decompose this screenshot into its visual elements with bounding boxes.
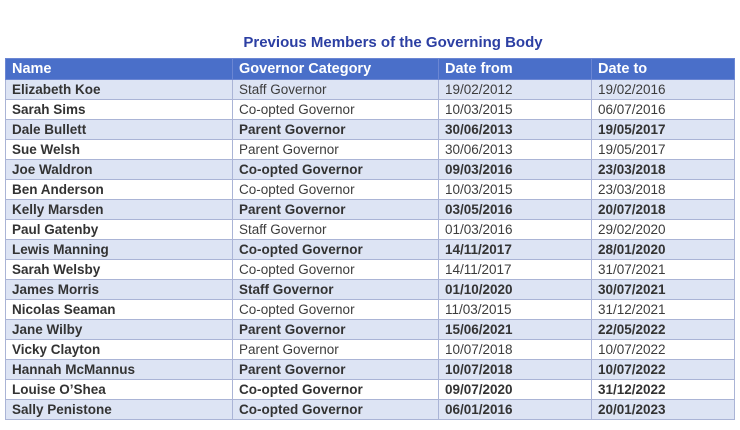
table-row xyxy=(6,280,735,300)
cell-date-from: 10/07/2018 xyxy=(439,340,592,360)
page-title: Previous Members of the Governing Body xyxy=(243,34,543,51)
cell-date-from: 10/03/2015 xyxy=(439,100,592,120)
table-row xyxy=(6,260,735,280)
cell-date-to: 31/12/2021 xyxy=(592,300,735,320)
cell-governor-category: Staff Governor xyxy=(233,80,439,100)
cell-governor-category: Co-opted Governor xyxy=(233,100,439,120)
cell-name: Louise O’Shea xyxy=(6,380,233,400)
cell-name: Jane Wilby xyxy=(6,320,233,340)
column-header-date-from: Date from xyxy=(439,59,592,80)
table-row xyxy=(6,400,735,420)
table-header xyxy=(6,59,735,80)
cell-governor-category: Co-opted Governor xyxy=(233,180,439,200)
cell-name: Sarah Sims xyxy=(6,100,233,120)
cell-name: Ben Anderson xyxy=(6,180,233,200)
cell-governor-category: Co-opted Governor xyxy=(233,240,439,260)
cell-date-to: 22/05/2022 xyxy=(592,320,735,340)
cell-governor-category: Staff Governor xyxy=(233,280,439,300)
cell-governor-category: Parent Governor xyxy=(233,320,439,340)
cell-date-from: 09/07/2020 xyxy=(439,380,592,400)
cell-governor-category: Co-opted Governor xyxy=(233,260,439,280)
cell-governor-category: Staff Governor xyxy=(233,220,439,240)
cell-name: Paul Gatenby xyxy=(6,220,233,240)
table-row xyxy=(6,100,735,120)
cell-date-to: 23/03/2018 xyxy=(592,180,735,200)
cell-name: Vicky Clayton xyxy=(6,340,233,360)
column-header-name: Name xyxy=(6,59,233,80)
table-row xyxy=(6,80,735,100)
column-header-date-to: Date to xyxy=(592,59,735,80)
cell-date-from: 19/02/2012 xyxy=(439,80,592,100)
cell-date-from: 01/03/2016 xyxy=(439,220,592,240)
table-row xyxy=(6,180,735,200)
cell-date-from: 30/06/2013 xyxy=(439,140,592,160)
cell-governor-category: Parent Governor xyxy=(233,120,439,140)
previous-members-table xyxy=(5,58,735,420)
cell-date-from: 01/10/2020 xyxy=(439,280,592,300)
table-row xyxy=(6,360,735,380)
cell-name: Sally Penistone xyxy=(6,400,233,420)
cell-date-from: 06/01/2016 xyxy=(439,400,592,420)
cell-governor-category: Co-opted Governor xyxy=(233,300,439,320)
table-row xyxy=(6,220,735,240)
cell-name: Lewis Manning xyxy=(6,240,233,260)
cell-name: Elizabeth Koe xyxy=(6,80,233,100)
table-row xyxy=(6,120,735,140)
table-row xyxy=(6,140,735,160)
header-row xyxy=(6,59,735,80)
cell-name: Dale Bullett xyxy=(6,120,233,140)
cell-date-from: 15/06/2021 xyxy=(439,320,592,340)
cell-governor-category: Co-opted Governor xyxy=(233,160,439,180)
cell-date-to: 19/02/2016 xyxy=(592,80,735,100)
cell-name: Nicolas Seaman xyxy=(6,300,233,320)
column-header-governor-category: Governor Category xyxy=(233,59,439,80)
cell-date-from: 09/03/2016 xyxy=(439,160,592,180)
cell-date-to: 31/07/2021 xyxy=(592,260,735,280)
cell-date-from: 10/07/2018 xyxy=(439,360,592,380)
cell-date-to: 19/05/2017 xyxy=(592,140,735,160)
cell-date-to: 29/02/2020 xyxy=(592,220,735,240)
table-row xyxy=(6,380,735,400)
cell-date-to: 19/05/2017 xyxy=(592,120,735,140)
cell-date-from: 03/05/2016 xyxy=(439,200,592,220)
cell-date-to: 30/07/2021 xyxy=(592,280,735,300)
cell-governor-category: Parent Governor xyxy=(233,360,439,380)
cell-date-to: 20/01/2023 xyxy=(592,400,735,420)
cell-governor-category: Co-opted Governor xyxy=(233,380,439,400)
table-row xyxy=(6,200,735,220)
cell-date-from: 30/06/2013 xyxy=(439,120,592,140)
cell-name: James Morris xyxy=(6,280,233,300)
cell-governor-category: Parent Governor xyxy=(233,140,439,160)
cell-governor-category: Co-opted Governor xyxy=(233,400,439,420)
cell-date-from: 14/11/2017 xyxy=(439,260,592,280)
cell-governor-category: Parent Governor xyxy=(233,200,439,220)
cell-name: Sarah Welsby xyxy=(6,260,233,280)
cell-date-to: 23/03/2018 xyxy=(592,160,735,180)
cell-date-to: 28/01/2020 xyxy=(592,240,735,260)
cell-date-to: 10/07/2022 xyxy=(592,360,735,380)
cell-name: Sue Welsh xyxy=(6,140,233,160)
cell-date-to: 31/12/2022 xyxy=(592,380,735,400)
table-row xyxy=(6,300,735,320)
table-row xyxy=(6,320,735,340)
cell-governor-category: Parent Governor xyxy=(233,340,439,360)
table-row xyxy=(6,160,735,180)
table-body xyxy=(6,80,735,420)
table-row xyxy=(6,240,735,260)
cell-date-from: 14/11/2017 xyxy=(439,240,592,260)
cell-name: Joe Waldron xyxy=(6,160,233,180)
cell-date-from: 11/03/2015 xyxy=(439,300,592,320)
cell-name: Kelly Marsden xyxy=(6,200,233,220)
cell-date-to: 06/07/2016 xyxy=(592,100,735,120)
cell-date-from: 10/03/2015 xyxy=(439,180,592,200)
cell-name: Hannah McMannus xyxy=(6,360,233,380)
table-row xyxy=(6,340,735,360)
cell-date-to: 10/07/2022 xyxy=(592,340,735,360)
cell-date-to: 20/07/2018 xyxy=(592,200,735,220)
